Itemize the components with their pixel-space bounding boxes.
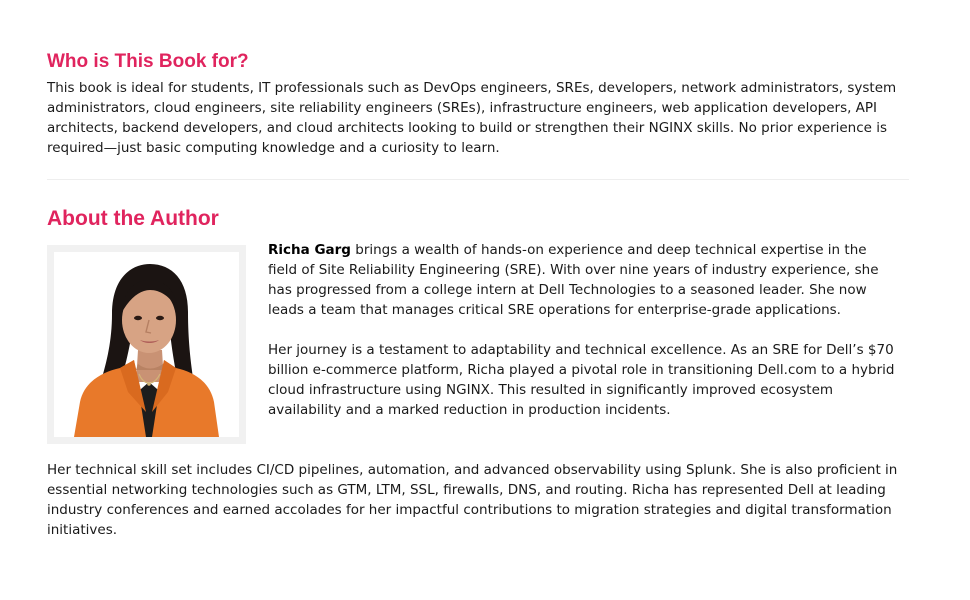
author-name: Richa Garg: [268, 242, 351, 258]
author-bio-right: [268, 240, 898, 420]
who-section: [47, 51, 909, 158]
author-portrait-image: [54, 252, 239, 437]
author-photo-frame: [47, 245, 246, 444]
bio-paragraph-3: Her technical skill set includes CI/CD pipelines, automation, and advanced observability using Splunk. She is also proficient in essential networking technologies such as GTM, LTM, SSL, firewalls, DNS, and routing. Richa has represented Dell at leading industry conferences and earned accolades for her impactful contributions to migration strategies and digital transformation initiatives.: [47, 462, 898, 538]
bio-paragraph-1: [268, 240, 898, 320]
about-heading: About the Author: [47, 207, 219, 230]
about-section: [47, 207, 909, 231]
section-divider: [47, 179, 909, 180]
author-bio-bottom: [47, 460, 917, 540]
who-heading: Who is This Book for?: [47, 51, 249, 72]
author-photo: [54, 252, 239, 437]
bio-paragraph-2: Her journey is a testament to adaptability and technical excellence. As an SRE for Dell’s $70 billion e-commerce platform, Richa played a pivotal role in transitioning Dell.com to a hybrid cloud infrastructure using NGINX. This resulted in significantly improved ecosystem availability and a marked reduction in production incidents.: [268, 342, 895, 418]
bio-paragraph-1-text: brings a wealth of hands-on experience and deep technical expertise in the field of Site Reliability Engineering (SRE). With over nine years of industry experience, she has progressed from a college intern at Dell Technologies to a seasoned leader. She now leads a team that manages critical SRE operations for enterprise-grade applications.: [268, 242, 879, 318]
who-body-text: This book is ideal for students, IT professionals such as DevOps engineers, SREs, developers, network administrators, system administrators, cloud engineers, site reliability engineers (SREs), infrastructure engineers, web application developers, API architects, backend developers, and cloud architects looking to build or strengthen their NGINX skills. No prior experience is required—just basic computing knowledge and a curiosity to learn.: [47, 80, 897, 156]
